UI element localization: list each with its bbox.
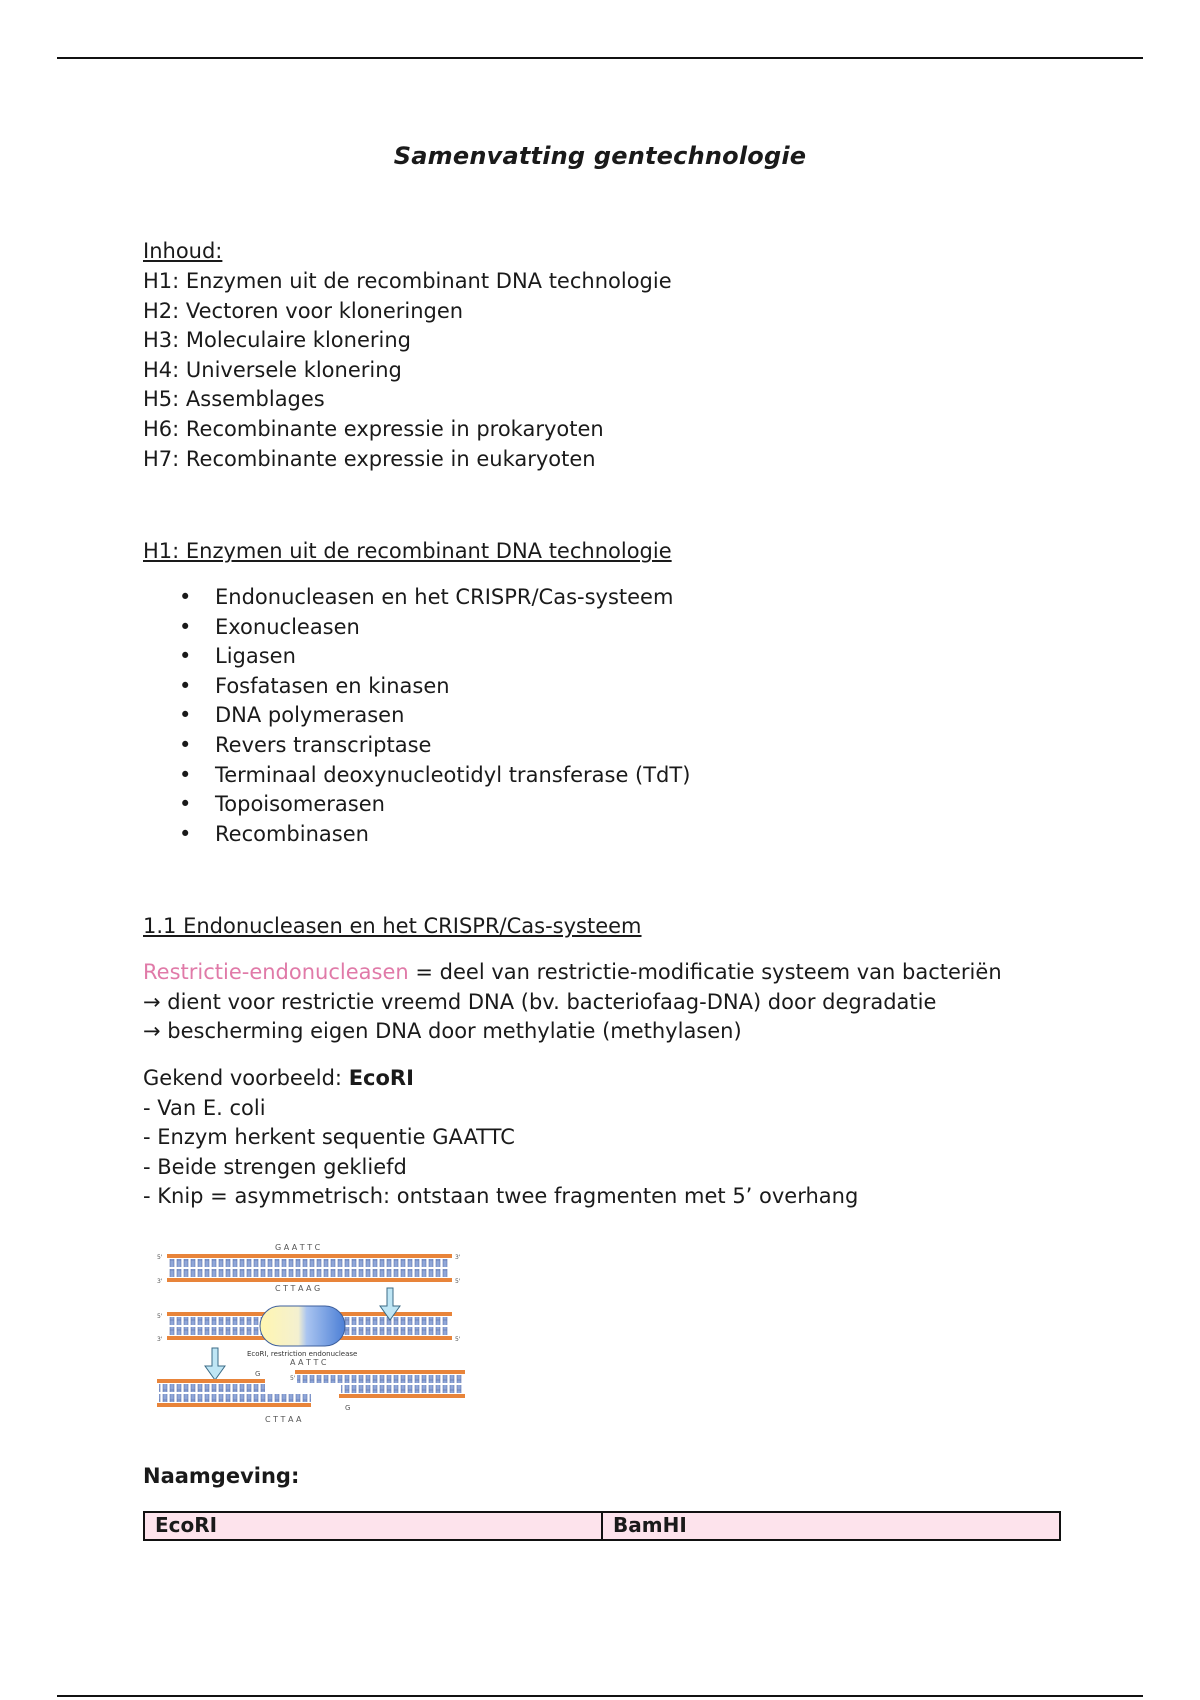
end-label: 3' <box>455 1254 461 1261</box>
arrow-down-icon <box>205 1348 225 1380</box>
dna-strand <box>157 1379 265 1383</box>
dna-rungs <box>159 1394 311 1402</box>
arrow-line: → bescherming eigen DNA door methylatie (methylasen) <box>143 1019 742 1044</box>
list-item: • Terminaal deoxynucleotidyl transferase (TdT) <box>143 761 690 791</box>
enzyme-list <box>143 583 690 849</box>
enzyme-label: EcoRI, restriction endonuclease <box>247 1350 358 1358</box>
list-item: • Topoisomerasen <box>143 790 690 820</box>
end-label: 5' <box>290 1375 296 1382</box>
end-label: 5' <box>157 1254 163 1261</box>
table-header-cell: BamHI <box>601 1513 1059 1539</box>
list-item: • Recombinasen <box>143 820 690 850</box>
list-item: • Fosfatasen en kinasen <box>143 672 690 702</box>
toc-item: H4: Universele klonering <box>143 357 402 382</box>
example-enzyme: EcoRI <box>348 1066 414 1090</box>
dna-rungs <box>169 1259 449 1267</box>
example-point: - Van E. coli <box>143 1095 266 1120</box>
dna-rungs <box>297 1375 463 1383</box>
toc-item: H2: Vectoren voor kloneringen <box>143 298 464 323</box>
example-point: - Enzym herkent sequentie GAATTC <box>143 1125 515 1150</box>
end-label: 3' <box>157 1278 163 1285</box>
end-label: 5' <box>455 1336 461 1343</box>
dna-strand <box>167 1254 452 1258</box>
seq-top-label: G A A T T C <box>275 1243 321 1252</box>
list-item: • Ligasen <box>143 642 690 672</box>
dna-strand <box>339 1394 465 1398</box>
toc-list <box>143 267 672 474</box>
fragment-label: G <box>255 1370 261 1378</box>
arrow-line: → dient voor restrictie vreemd DNA (bv. bacteriofaag-DNA) door degradatie <box>143 989 937 1014</box>
toc-heading: Inhoud: <box>143 239 223 263</box>
section-heading-1-1: 1.1 Endonucleasen en het CRISPR/Cas-systeem <box>143 914 642 938</box>
toc-item: H3: Moleculaire klonering <box>143 328 411 353</box>
definition-line <box>143 958 1002 988</box>
dna-rungs <box>169 1269 449 1277</box>
naming-table <box>143 1511 1061 1541</box>
ecori-cleavage-figure <box>155 1240 505 1430</box>
definition-term: Restrictie-endonucleasen <box>143 960 409 984</box>
dna-rungs <box>159 1384 265 1392</box>
naming-heading: Naamgeving: <box>143 1464 300 1488</box>
example-block <box>143 1064 858 1212</box>
fragment-label: A A T T C <box>290 1358 327 1367</box>
definition-text: = deel van restrictie-modificatie systeem van bacteriën <box>408 960 1002 984</box>
toc-item: H7: Recombinante expressie in eukaryoten <box>143 446 596 471</box>
toc-item: H5: Assemblages <box>143 387 325 412</box>
dna-rungs <box>341 1385 463 1393</box>
list-item: • Revers transcriptase <box>143 731 690 761</box>
table-header-cell: EcoRI <box>155 1513 218 1537</box>
toc-item: H6: Recombinante expressie in prokaryoten <box>143 416 604 441</box>
fragment-label: C T T A A <box>265 1415 302 1424</box>
end-label: 3' <box>157 1336 163 1343</box>
section-heading-h1: H1: Enzymen uit de recombinant DNA technologie <box>143 539 672 563</box>
dna-strand <box>157 1403 311 1407</box>
definition-block <box>143 958 1002 1047</box>
fragment-label: G <box>345 1404 351 1412</box>
end-label: 5' <box>455 1278 461 1285</box>
end-label: 5' <box>157 1313 163 1320</box>
example-point: - Knip = asymmetrisch: ontstaan twee fragmenten met 5’ overhang <box>143 1184 859 1209</box>
example-point: - Beide strengen gekliefd <box>143 1154 407 1179</box>
seq-bottom-label: C T T A A G <box>275 1284 321 1293</box>
page-title: Samenvatting gentechnologie <box>393 142 807 170</box>
list-item: • Endonucleasen en het CRISPR/Cas-systeem <box>143 583 690 613</box>
header-rule <box>57 57 1143 59</box>
dna-strand <box>295 1370 465 1374</box>
footer-rule <box>57 1695 1143 1697</box>
toc-item: H1: Enzymen uit de recombinant DNA technologie <box>143 269 672 293</box>
list-item: • DNA polymerasen <box>143 701 690 731</box>
enzyme-shape <box>260 1306 345 1346</box>
dna-strand <box>167 1278 452 1282</box>
example-heading: Gekend voorbeeld: EcoRI <box>143 1066 414 1090</box>
list-item: • Exonucleasen <box>143 613 690 643</box>
